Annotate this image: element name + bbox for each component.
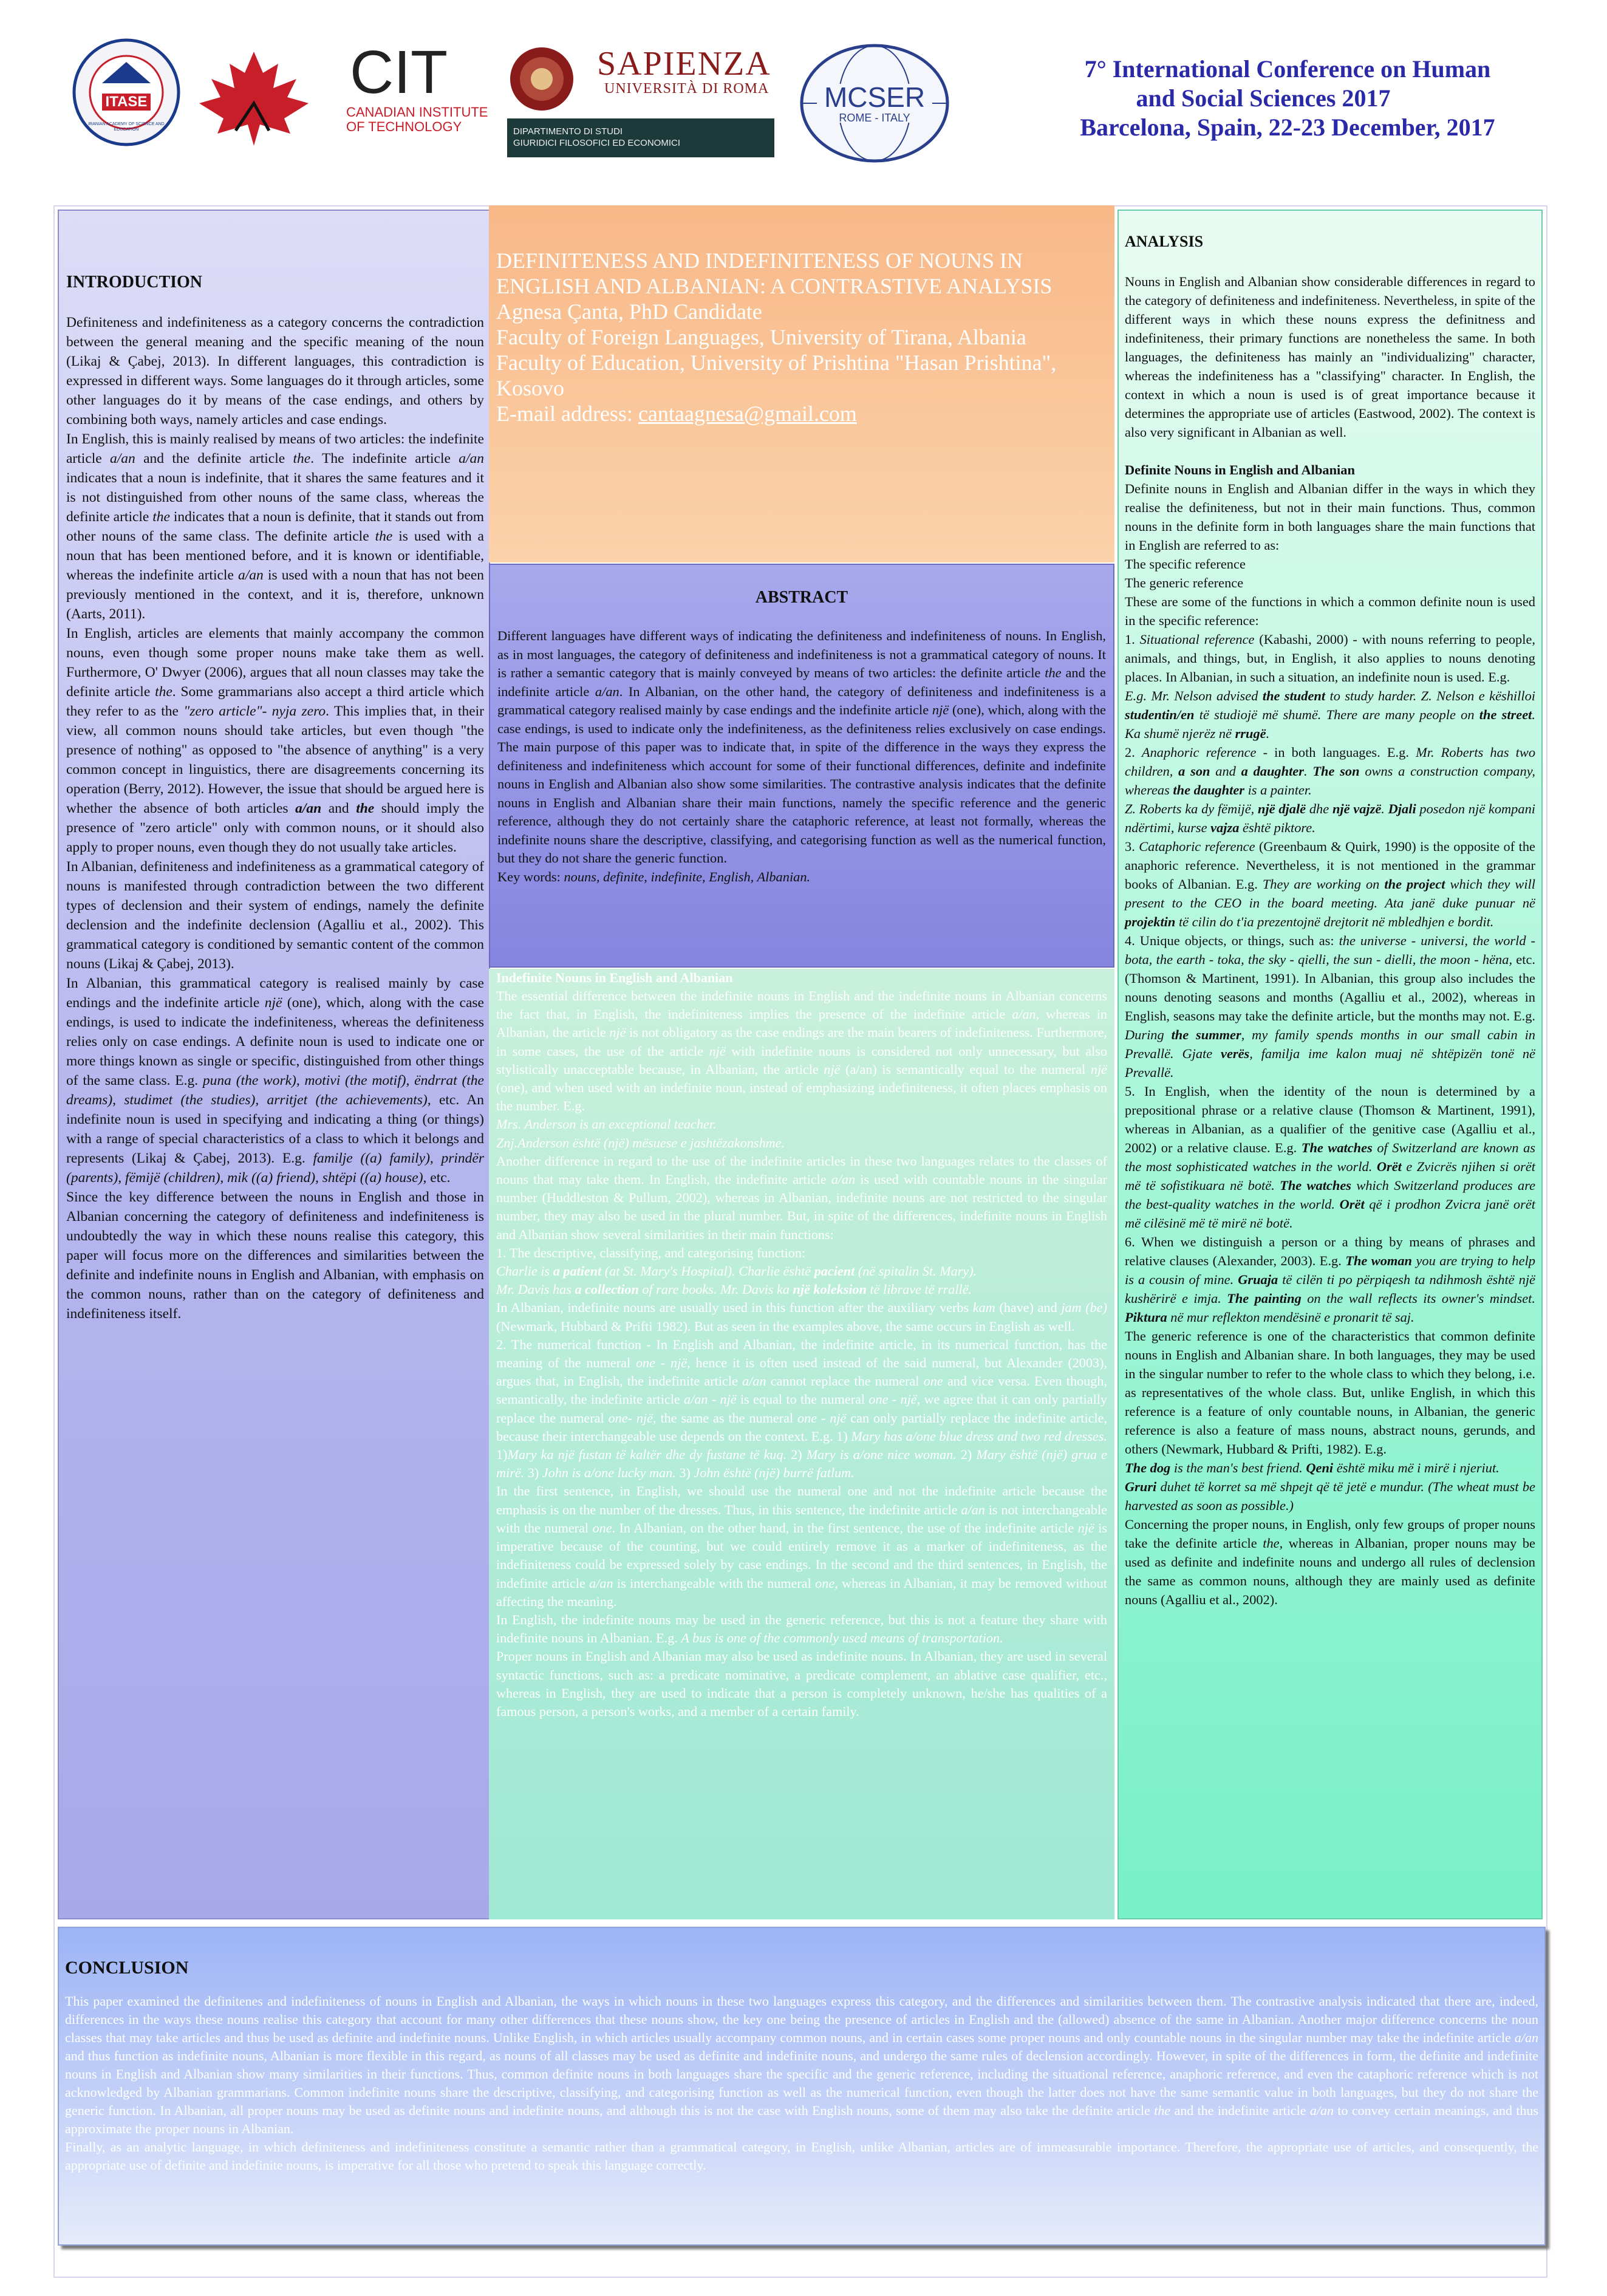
analysis-spacer — [1125, 442, 1535, 460]
analysis-paragraph-1: Nouns in English and Albanian show considerable differences in regard to the category of definiteness and indefiniteness. Nevertheless, in spite of the different ways in which these nouns express the definitness and indefiniteness, their primary functions are nonetheless the same. In both languages, the definiteness has mainly an "individualizing" character, whereas the indefiniteness has a "classifying" character. In English, the context in which a noun is used is of great importance because it determines the appropriate use of articles (Eastwood, 2002). The context is also very significant in Albanian as well. — [1125, 274, 1535, 440]
reference-item-4: 4. Unique objects, or things, such as: the universe - universi, the world - bota, the earth - toka, the sky - qielli, the sun - dielli, the moon - hëna, etc. (Thomson & Martinent, 1991). In Albanian, this group also includes the nouns denoting seasons and months (Agalliu et al., 2002), whereas in English, seasons may take the definite article, but the months may not. E.g. During the summer, my family spends months in our small cabin in Prevallë. Gjate verës, familja ime kalon muaj në shtëpizën tonë në Prevallë. — [1125, 933, 1536, 1080]
indef-function-2: 2. The numerical function - In English and Albanian, the indefinite article, in its numerical function, has the meaning of the numeral one - një, hence it is often used instead of the said numeral, but Alexander (2003), argues that, in English, the indefinite article a/an cannot replace the numeral one and vice versa. Even though, semantically, the indefinite article a/an - një is equal to the numeral one - një, we agree that it can only partially replace the numeral one- një, the same as the numeral one - një can only partially replace the indefinite article, because their interchangeable use depends on the context. E.g. 1) Mary has a/one blue dress and two red dresses. 1)Mary ka një fustan të kaltër dhe dy fustane të kuq. 2) Mary is a/one nice woman. 2) Mary është (një) grua e mirë. 3) John is a/one lucky man. 3) John është (një) burrë fatlum. — [496, 1336, 1108, 1481]
intro-paragraph-5: In Albanian, this grammatical category is realised mainly by case endings and the indefinite article një (one), which, along with the case endings, is used to indicate the indefiniteness, whereas the definiteness relies only on case endings. A definite noun is used to indicate one or more things known as single or specific, distinguished from other things of the same class. E.g. puna (the work), motivi (the motif), ëndrrat (the dreams), studimet (the studies), arritjet (the achievements), etc. An indefinite noun is used in specifying and indicating a thing (or things) with a range of special characteristics of a class to which it belongs and represents (Likaj & Çabej, 2013). E.g. familje ((a) family), prindër (parents), fëmijë (children), mik ((a) friend), shtëpi ((a) house), etc. — [66, 975, 484, 1186]
indef-example-1: Mrs. Anderson is an exceptional teacher. — [496, 1116, 717, 1132]
indef-example-4: Mr. Davis has a collection of rare books. Mr. Davis ka një koleksion të librave të rrallë. — [496, 1282, 972, 1297]
title-panel — [489, 205, 1114, 562]
conference-line-2: and Social Sciences 2017 — [1136, 84, 1391, 112]
analysis-heading: ANALYSIS — [1125, 233, 1204, 250]
conference-line-1: 7° International Conference on Human — [1084, 55, 1491, 83]
indef-example-2: Znj.Anderson është (një) mësuese e jashtëzakonshme. — [496, 1135, 785, 1150]
affiliation-2: Faculty of Education, University of Prishtina "Hasan Prishtina", Kosovo — [496, 350, 1057, 400]
email-link[interactable]: cantaagnesa@gmail.com — [638, 401, 857, 426]
reference-item-5: 5. In English, when the identity of the noun is determined by a prepositional phrase or a relative clause (Thomson & Martinent, 1991), whereas in Albanian, as a qualifier of the genitive case (Agalliu et al., 2002) or a relative clause. E.g. The watches of Switzerland are known as the most sophisticated watches in the world. Orët e Zvicrës njihen si orët më të sofistikuara në botë. The watches which Switzerland produces are the best-quality watches in the world. Orët që i prodhon Zvicra janë orët më cilësinë më të mirë në botë. — [1125, 1084, 1536, 1231]
reference-item-3: 3. Cataphoric reference (Greenbaum & Quirk, 1990) is the opposite of the anaphoric reference. Nevertheless, it is not mentioned in the grammar books of Albanian. E.g. They are working on the project which they will present to the CEO in the board meeting. Ata janë duke punuar në projektin të cilin do t'ia prezentojnë drejtorit në mbledhjen e bordit. — [1125, 839, 1536, 929]
indef-paragraph-5: In English, the indefinite nouns may be used in the generic reference, but this is not a feature they share with indefinite nouns in Albanian. E.g. A bus is one of the commonly used means of transportation. — [496, 1611, 1107, 1646]
mcser-sub-text: ROME - ITALY — [839, 112, 910, 124]
conclusion-heading: CONCLUSION — [65, 1958, 189, 1978]
indef-paragraph-2: Another difference in regard to the use of the indefinite articles in these two languages relates to the classes of nouns that may take them. In English, the indefinite article a/an is used with countable nouns in the singular number (Huddleston & Pullum, 2002), whereas in Albanian, indefinite nouns are not restricted to the singular number, they may also be used in the plural number. But, in spite of the differences, indefinite nouns in English and Albanian show several similarities in their main functions: — [496, 1153, 1107, 1242]
reference-item-6: 6. When we distinguish a person or a thing by means of phrases and relative clauses (Alexander, 2003). E.g. The woman you are trying to help is a cousin of mine. Gruaja të cilën ti po përpiqesh ta ndihmosh është një kushërirë e imja. The painting on the wall reflects its owner's mindset. Piktura në mur reflekton mendësinë e pronarit të saj. — [1125, 1234, 1535, 1325]
cit-line1: CANADIAN INSTITUTE — [346, 104, 488, 120]
analysis-paragraph-3: These are some of the functions in which a common definite noun is used in the specific reference: — [1125, 594, 1535, 628]
introduction-heading: INTRODUCTION — [66, 273, 203, 292]
sapienza-seal-icon — [508, 46, 587, 112]
affiliation-1: Faculty of Foreign Languages, University of Tirana, Albania — [496, 325, 1026, 349]
definite-nouns-heading: Definite Nouns in English and Albanian — [1125, 462, 1355, 477]
author-name: Agnesa Çanta, PhD Candidate — [496, 299, 762, 324]
mcser-logo — [799, 43, 950, 164]
generic-example-1: The dog is the man's best friend. Qeni është miku më i mirë i njeriut. — [1125, 1460, 1500, 1475]
reference-item-1: 1. Situational reference (Kabashi, 2000) - with nouns referring to people, animals, and things, but, in English, it also applies to nouns denoting places. In Albanian, in such a situation, an indefinite noun is used. E.g. — [1125, 632, 1536, 685]
analysis-panel — [1117, 210, 1543, 1919]
maple-leaf-icon — [193, 46, 315, 149]
intro-paragraph-6: Since the key difference between the nouns in English and those in Albanian concerning the category of definiteness and indefiniteness is undoubtedly the way in which these nouns realise this category, this paper will focus more on the differences and similarities between the definite and indefinite nouns in English and Albanian, with emphasis on the common nouns, rather than on the category of definiteness and indefiniteness itself. — [66, 1189, 484, 1322]
reference-item-2: 2. Anaphoric reference - in both languages. E.g. Mr. Roberts has two children, a son and a daughter. The son owns a construction company, whereas the daughter is a painter. — [1125, 745, 1536, 798]
indef-function-1: 1. The descriptive, classifying, and categorising function: — [496, 1245, 806, 1260]
itase-center-text: ITASE — [105, 94, 148, 110]
sapienza-sub-text: UNIVERSITÀ DI ROMA — [604, 81, 769, 97]
intro-paragraph-4: In Albanian, definiteness and indefiniteness as a grammatical category of nouns is manifested through contradiction between the two different types of declension and their system of endings, namely the definite declension and the indefinite declension (Agalliu et al., 2002). This grammatical category is conditioned by semantic content of the common nouns (Likaj & Çabej, 2013). — [66, 859, 484, 972]
conclusion-paragraph-2: Finally, as an analytic language, in which definiteness and indefiniteness constitute a semantic rather than a grammatical category, in English, unlike Albanian, articles are of immeasurable importance. Therefore, the appropriate use of articles, and consequently, the appropriate use of definite and indefinite nouns, is imperative for all those who pretend to speak this language correctly. — [65, 2139, 1538, 2173]
sapienza-dept-line1: DIPARTIMENTO DI STUDI — [513, 126, 623, 137]
indefinite-nouns-panel — [489, 969, 1114, 1919]
conference-line-3: Barcelona, Spain, 22-23 December, 2017 — [1080, 114, 1495, 141]
cit-logo — [193, 38, 497, 149]
poster-title: DEFINITENESS AND INDEFINITENESS OF NOUNS IN ENGLISH AND ALBANIAN: A CONTRASTIVE ANALYSIS — [496, 248, 1053, 298]
intro-paragraph-3: In English, articles are elements that mainly accompany the common nouns, even though some proper nouns make take them as well. Furthermore, O' Dwyer (2006), argues that all noun classes may take the definite article the. Some grammarians also accept a third article which they refer to as the "zero article"- nyja zero. This implies that, in their view, all common nouns should take articles, but even though "the presence of nothing" as opposed to "the absence of anything" is a very common concept in linguistics, there are disagreements concerning its operation (Berry, 2012). However, the issue that should be argued here is whether the absence of both articles a/an and the should imply the presence of "zero article" only with common nouns, or it should also apply to proper nouns, even though they do not usually take articles. — [66, 626, 485, 855]
sapienza-big-text: SAPIENZA — [597, 45, 771, 83]
cit-big-text: CIT — [350, 38, 448, 106]
indef-paragraph-4: In the first sentence, in English, we should use the numeral one and not the indefinite article because the emphasis is on the number of the dresses. Thus, in this sentence, the indefinite article a/an is not interchangeable with the numeral one. In Albanian, on the other hand, in the first sentence, the use of the indefinite article një is imperative because of the counting, but we could entirely remove it as a marker of indefiniteness, as the indefiniteness could be expressed solely by case endings. In the second and the third sentences, in English, the indefinite article a/an is interchangeable with the numeral one, whereas in Albanian, it may be removed without affecting the meaning. — [496, 1483, 1107, 1609]
conclusion-panel — [58, 1927, 1546, 2246]
generic-reference-label: The generic reference — [1125, 575, 1244, 590]
introduction-panel — [58, 210, 490, 1919]
abstract-keywords: Key words: nouns, definite, indefinite, English, Albanian. — [497, 869, 811, 884]
sapienza-dept-box — [507, 118, 774, 157]
sapienza-logo — [507, 46, 774, 158]
reference-item-2-albanian: Z. Roberts ka dy fëmijë, një djalë dhe një vajzë. Djali posedon një kompani ndërtimi, kurse vajza është piktore. — [1125, 801, 1535, 835]
analysis-paragraph-5: Concerning the proper nouns, in English, only few groups of proper nouns take the definite article the, whereas in Albanian, proper nouns may be used as definite and indefinite nouns and undergo all rules of declension the same as common nouns, although they are mainly used as definite nouns (Agalliu et al., 2002). — [1125, 1517, 1535, 1607]
indef-example-3: Charlie is a patient (at St. Mary's Hospital). Charlie është pacient (në spitalin St. Mary). — [496, 1263, 977, 1279]
email-line: E-mail address: cantaagnesa@gmail.com — [496, 401, 857, 426]
abstract-paragraph: Different languages have different ways of indicating the definiteness and indefiniteness of nouns. In English, as in most languages, the category of definiteness and indefiniteness is not a grammatical category of nouns. It is rather a semantic category that is mainly conveyed by means of two articles: the definite article the and the indefinite article a/an. In Albanian, on the other hand, the category of definiteness and indefiniteness is a grammatical category realised mainly by case endings and the indefinite article një (one), which, along with the case endings, is used to indicate only the indefiniteness, as the definiteness relies exclusively on case endings. The main purpose of this paper was to indicate that, in spite of the difference in the ways they express the definiteness and indefiniteness which account for some of their functional differences, definite and indefinite nouns in English and Albanian also show some similarities. The contrastive analysis indicates that the definite nouns in English and Albanian share their main functions, namely the specific reference and the generic reference, although they do not certainly share the cataphoric reference, at least not formally, whereas the indefinite nouns share the descriptive, classifying, and categorising function as well as the numerical function, but they do not share the generic function. — [497, 628, 1106, 866]
itase-logo — [72, 38, 181, 147]
itase-ring-text: IRANIAN ACADEMY OF SCIENCE AND EDUCATION — [88, 122, 165, 132]
reference-item-1-example: E.g. Mr. Nelson advised the student to study harder. Z. Nelson e këshilloi studentin/en të studiojë më shumë. There are many people on the street. Ka shumë njerëz në rrugë. — [1125, 688, 1535, 741]
indef-paragraph-1: The essential difference between the indefinite nouns in English and the indefinite nouns in Albanian concerns the fact that, in English, the indefiniteness implies the presence of the indefinite article a/an, whereas in Albanian, the article një is not obligatory as the case endings are the main bearers of indefiniteness. Furthermore, in some cases, the use of the article një with indefinite nouns is considered not only unnecessary, but also stylistically unacceptable because, in Albanian, the article një (a/an) is semantically equal to the numeral një (one), and when used with an indefinite noun, instead of emphasizing indefiniteness, it often places emphasis on the number. E.g. — [496, 988, 1108, 1114]
analysis-paragraph-2: Definite nouns in English and Albanian differ in the ways in which they realise the definiteness, but not in their main functions. Thus, common nouns in the definite form in both languages share the main functions that in English are referred to as: — [1125, 481, 1535, 553]
generic-example-2: Gruri duhet të korret sa më shpejt që të jetë e mundur. (The wheat must be harvested as soon as possible.) — [1125, 1479, 1535, 1513]
indef-paragraph-3: In Albanian, indefinite nouns are usually used in this function after the auxiliary verbs kam (have) and jam (be) (Newmark, Hubbard & Prifti 1982). But as seen in the examples above, the same occurs in English as well. — [496, 1300, 1107, 1334]
conclusion-paragraph-1: This paper examined the definitenes and indefiniteness of nouns in English and Albanian, the ways in which nouns in these two languages express this category, and the differences and similarities between them. The contrastive analysis indicated that there are, indeed, differences in the ways these nouns realise this category that account for many other differences that these nouns show, the key one being the presence of articles in English and the (allowed) absence of the same in Albanian. Another major difference concerns the noun classes that may take articles and thus be used as definite and indefinite nouns. Unlike English, in which articles usually accompany common nouns, and in certain cases some proper nouns and only countable nouns in the singular number may take the indefinite article a/an and thus function as indefinite nouns, Albanian is more flexible in this regard, as nouns of all classes may be used as definite and indefinite nouns, and undergo the same rules of declension accordingly. However, in spite of the differences in form, the definite and indefinite nouns in English and Albanian show many similarities in their functions. Thus, common definite nouns in both languages share the specific and the generic reference, including the situational reference, anaphoric reference, and even the cataphoric reference which is not acknowledged by Albanian grammarians. Common indefinite nouns share the descriptive, classifying, and categorising function as well as the numerical function, even though the latter does not have the same semantic value in both languages, but they do not share the generic function. In Albanian, all proper nouns may be used as definite nouns and indefinite nouns, and although this is not the case with English nouns, some of them may also take the definite article the and the indefinite article a/an to convey certain meanings, and thus approximate the proper nouns in Albanian. — [65, 1994, 1538, 2136]
abstract-panel — [489, 564, 1114, 968]
cit-line2: OF TECHNOLOGY — [346, 119, 462, 134]
analysis-paragraph-4: The generic reference is one of the characteristics that common definite nouns in English and Albanian share. In both languages, they may be used in the singular number to refer to the whole class to which they belong, i.e. as representatives of the whole class. But, unlike English, in which this reference is a feature of only countable nouns, in Albanian, the generic reference is also a feature of mass nouns, abstract nouns, gerunds, and others (Newmark, Hubbard & Prifti, 1982). E.g. — [1125, 1328, 1535, 1457]
specific-reference-label: The specific reference — [1125, 556, 1246, 572]
mcser-big-text: MCSER — [824, 81, 926, 113]
intro-paragraph-1: Definiteness and indefiniteness as a category concerns the contradiction between the general meaning and the specific meaning of the noun (Likaj & Çabej, 2013). In different languages, this contradiction is expressed in different ways. Some languages do it through articles, some other languages do it by means of the case endings, and others by combining both ways, namely articles and case endings. — [66, 315, 484, 428]
indefinite-nouns-heading: Indefinite Nouns in English and Albanian — [496, 970, 733, 985]
conference-info — [996, 55, 1579, 142]
abstract-heading: ABSTRACT — [755, 588, 848, 607]
intro-paragraph-2: In English, this is mainly realised by means of two articles: the indefinite article a/an and the definite article the. The indefinite article a/an indicates that a noun is indefinite, that it shares the same features and it is not distinguished from other nouns of the same class, whereas the definite article the indicates that a noun is definite, that it stands out from other nouns of the same class. The definite article the is used with a noun that has been mentioned before, and it is known or identifiable, whereas the indefinite article a/an is used with a noun that has not been previously mentioned in the context, and it is, therefore, unknown (Aarts, 2011). — [66, 431, 485, 622]
indef-paragraph-6: Proper nouns in English and Albanian may also be used as indefinite nouns. In Albanian, they are used in several syntactic functions, such as: a predicate nominative, a predicate complement, an ablative case qualifier, etc., whereas in English, they are used to indicate that a person is completely unknown, he/she has qualities of a famous person, a person's works, and a member of a certain family. — [496, 1649, 1107, 1719]
sapienza-dept-line2: GIURIDICI FILOSOFICI ED ECONOMICI — [513, 138, 681, 148]
